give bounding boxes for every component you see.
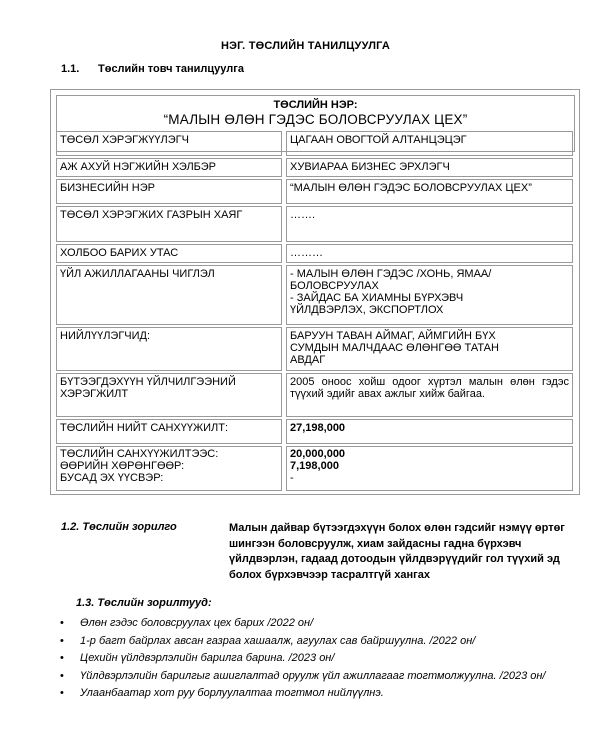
project-name-value: “МАЛЫН ӨЛӨН ГЭДЭС БОЛОВСРУУЛАХ ЦЕХ” xyxy=(163,112,468,127)
row-label: НИЙЛҮҮЛЭГЧИД: xyxy=(56,327,282,371)
goal-label: 1.2. Төслийн зорилго xyxy=(61,521,177,533)
bullet-icon: • xyxy=(60,652,64,664)
list-item-text: Улаанбаатар хот руу борлуулалтаа тогтмол нийлүүлнэ. xyxy=(80,687,384,699)
goal-text: Малын дайвар бүтээгдэхүүн болох өлөн гэдсийг нэмүү өртөг шингээн боловсруулж, хиам зайдасны гадна бүрхэвч үйлдвэрлэн, гадаад дотоодын үйлдвэрүүдийг гол түүхий эд болох бүрхэвчээр тасралтгүй хангах xyxy=(229,522,565,581)
value-line: - МАЛЫН ӨЛӨН ГЭДЭС /ХОНЬ, ЯМАА/ xyxy=(290,268,492,280)
row-value: ЦАГААН ОВОГТОЙ АЛТАНЦЭЦЭГ xyxy=(286,131,573,156)
row-value: 2005 оноос хойш одоог хүртэл малын өлөн гэдэс түүхий эдийг авах ажлыг хийж байгаа. xyxy=(286,373,573,417)
list-item-text: Цехийн үйлдвэрлэлийн барилга барина. /2023 он/ xyxy=(80,652,335,664)
row-value xyxy=(286,327,573,371)
document-heading: НЭГ. ТӨСЛИЙН ТАНИЛЦУУЛГА xyxy=(220,40,391,52)
bullet-icon: • xyxy=(60,669,64,682)
row-value: ХУВИАРАА БИЗНЕС ЭРХЛЭГЧ xyxy=(286,158,573,177)
row-label: АЖ АХУЙ НЭГЖИЙН ХЭЛБЭР xyxy=(56,158,282,177)
label-line: БУСАД ЭХ ҮҮСВЭР: xyxy=(60,472,164,484)
row-label: ТӨСӨЛ ХЭРЭГЖИХ ГАЗРЫН ХАЯГ xyxy=(56,206,282,242)
value-line: БАРУУН ТАВАН АЙМАГ, АЙМГИЙН БҮХ xyxy=(290,330,496,342)
row-label: ХОЛБОО БАРИХ УТАС xyxy=(56,244,282,263)
row-value xyxy=(286,446,573,491)
row-label xyxy=(56,446,282,491)
label-line: ТӨСЛИЙН САНХҮҮЖИЛТЭЭС: xyxy=(60,448,219,460)
objectives-list xyxy=(56,617,566,705)
list-item-text: Үйлдвэрлэлийн барилгыг ашиглалтад оруулж үйл ажиллагааг тогтмолжуулна. /2023 он/ xyxy=(80,669,546,682)
value-line: ҮЙЛДВЭРЛЭХ, ЭКСПОРТЛОХ xyxy=(290,304,444,316)
label-line: ӨӨРИЙН ХӨРӨНГӨӨР: xyxy=(60,460,185,472)
bullet-icon: • xyxy=(60,617,64,629)
list-item xyxy=(56,635,566,649)
row-label xyxy=(56,373,282,417)
row-label: ТӨСЛИЙН НИЙТ САНХҮҮЖИЛТ: xyxy=(56,419,282,444)
section-title: Төслийн товч танилцуулга xyxy=(98,63,244,75)
label-line: БҮТЭЭГДЭХҮҮН ҮЙЛЧИЛГЭЭНИЙ xyxy=(60,376,236,388)
row-value: “МАЛЫН ӨЛӨН ГЭДЭС БОЛОВСРУУЛАХ ЦЕХ” xyxy=(286,179,573,204)
list-item xyxy=(56,670,566,684)
section-number: 1.1. xyxy=(61,63,80,75)
value-line: - ЗАЙДАС БА ХИАМНЫ БҮРХЭВЧ xyxy=(290,292,464,304)
row-value: 27,198,000 xyxy=(286,419,573,444)
value-line: БОЛОВСРУУЛАХ xyxy=(290,280,379,292)
row-value xyxy=(286,265,573,325)
value-line: СУМДЫН МАЛЧДААС ӨЛӨНГӨӨ ТАТАН xyxy=(290,342,499,354)
row-value: ……… xyxy=(286,244,573,263)
project-name-label: ТӨСЛИЙН НЭР: xyxy=(273,99,358,111)
bullet-icon: • xyxy=(60,634,64,647)
list-item xyxy=(56,652,566,666)
label-line: ХЭРЭГЖИЛТ xyxy=(60,388,129,400)
value-line: 7,198,000 xyxy=(290,460,339,472)
objectives-title: 1.3. Төслийн зорилтууд: xyxy=(76,597,212,609)
section-heading xyxy=(61,63,244,75)
list-item-text: 1-р багт байрлах авсан газраа хашаалж, агуулах сав байршуулна. /2022 он/ xyxy=(80,634,476,647)
row-value: ……. xyxy=(286,206,573,242)
row-label: ТӨСӨЛ ХЭРЭГЖҮҮЛЭГЧ xyxy=(56,131,282,156)
list-item xyxy=(56,617,566,631)
value-line: 20,000,000 xyxy=(290,448,346,460)
row-label: ҮЙЛ АЖИЛЛАГААНЫ ЧИГЛЭЛ xyxy=(56,265,282,325)
list-item-text: Өлөн гэдэс боловсруулах цех барих /2022 он/ xyxy=(80,617,314,629)
value-line: - xyxy=(290,472,294,484)
row-label: БИЗНЕСИЙН НЭР xyxy=(56,179,282,204)
list-item xyxy=(56,687,566,701)
value-line: АВДАГ xyxy=(290,354,326,366)
bullet-icon: • xyxy=(60,687,64,699)
